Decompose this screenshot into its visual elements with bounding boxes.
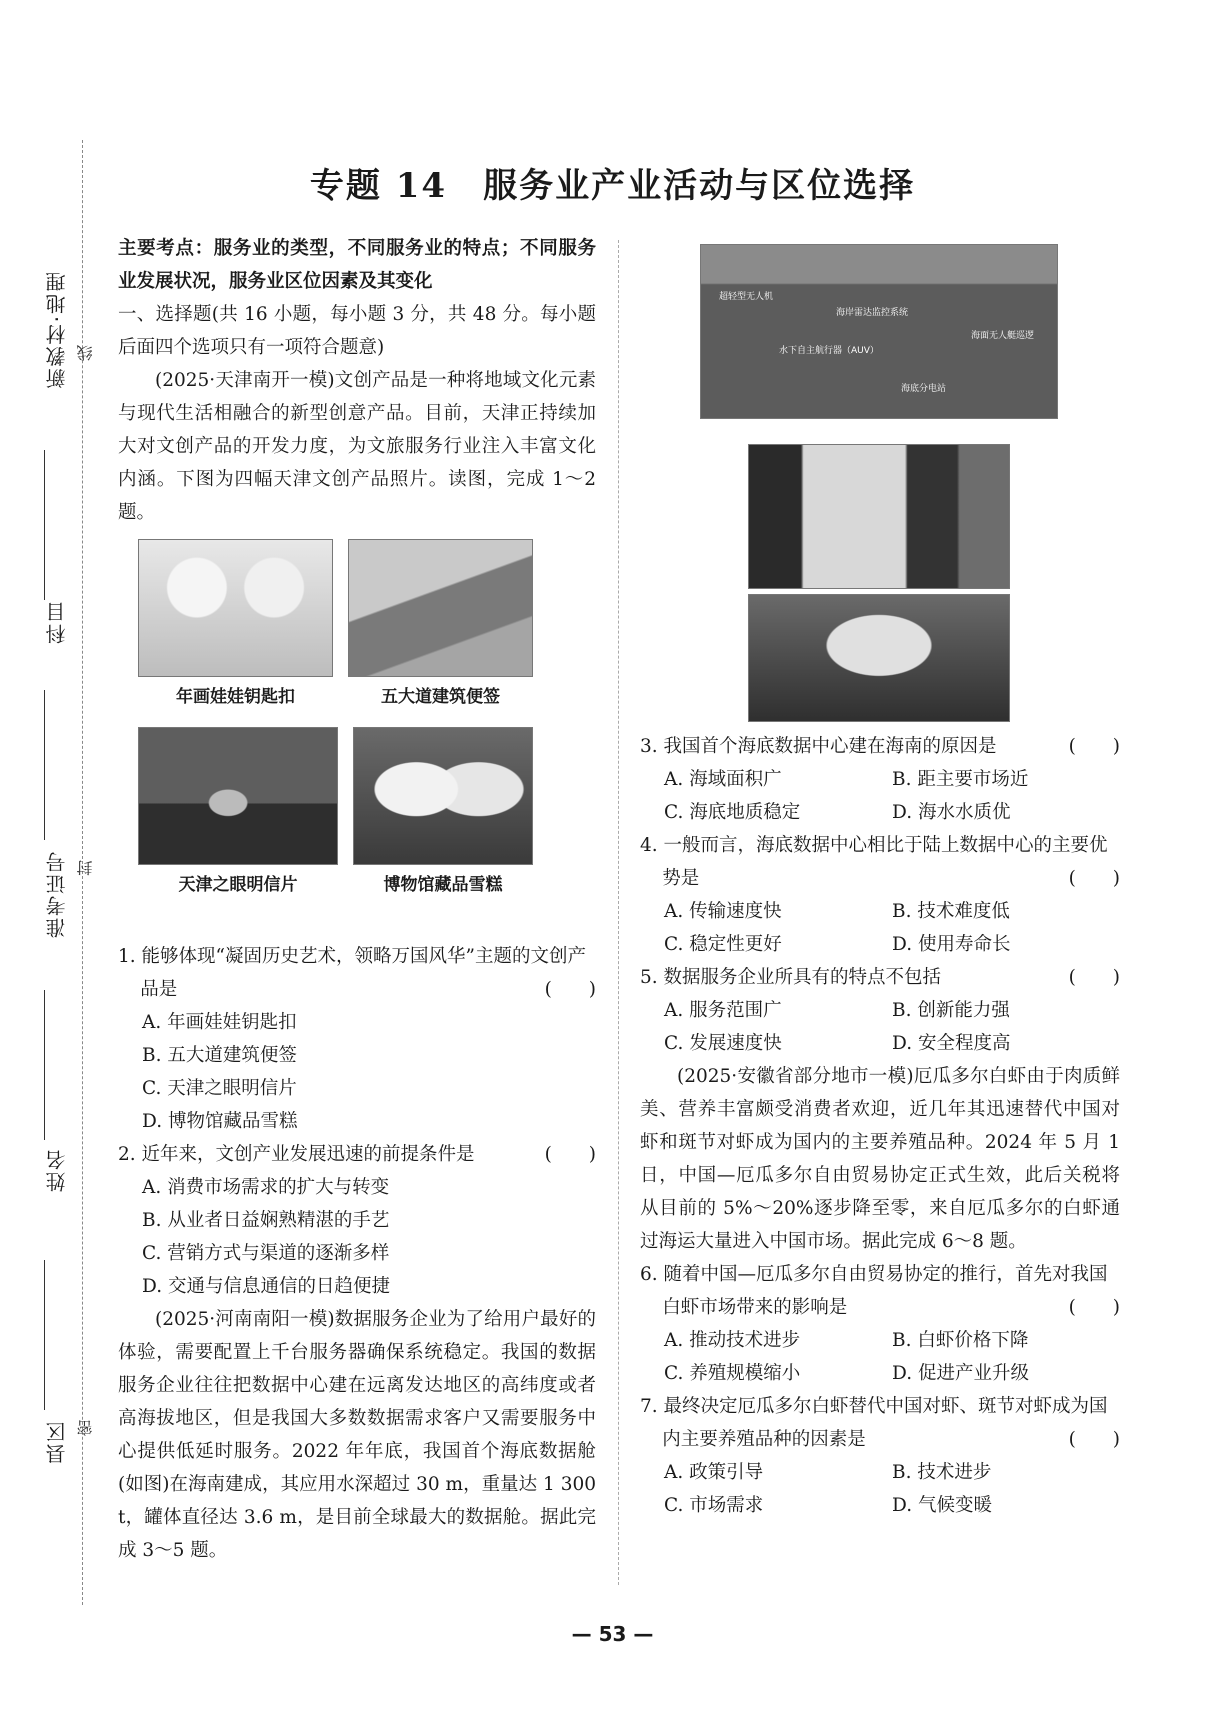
answer-blank: ( ) <box>1068 868 1120 889</box>
option: A. 推动技术进步 <box>664 1330 801 1351</box>
sea-label: 海底分电站 <box>901 384 947 394</box>
option: C. 稳定性更好 <box>664 934 782 955</box>
option: C. 发展速度快 <box>664 1033 782 1054</box>
field-subject: 科目 <box>45 600 69 644</box>
option: D. 交通与信息通信的日趋便捷 <box>142 1276 390 1297</box>
sea-label: 海面无人艇巡逻 <box>971 331 1035 341</box>
option: D. 海水水质优 <box>892 802 1011 823</box>
section-heading: 一、选择题(共 16 小题，每小题 3 分，共 48 分。每小题后面四个选项只有一项符合题意) <box>118 304 596 358</box>
question-stem: 6. 随着中国—厄瓜多尔自由贸易协定的推行，首先对我国白虾市场带来的影响是 <box>640 1264 1108 1318</box>
data-center-figures <box>640 232 1120 722</box>
question-7 <box>640 1390 1120 1456</box>
question-stem: 4. 一般而言，海底数据中心相比于陆上数据中心的主要优势是 <box>640 835 1108 889</box>
option: B. 白虾价格下降 <box>892 1330 1029 1351</box>
product-photos <box>118 539 596 934</box>
question-1 <box>118 940 596 1006</box>
field-name: 姓名 <box>45 1148 69 1192</box>
option: B. 技术难度低 <box>892 901 1010 922</box>
question-6 <box>640 1258 1120 1324</box>
question-4 <box>640 829 1120 895</box>
photo-building-notes <box>348 539 533 677</box>
option-row <box>640 994 1120 1027</box>
question-stem: 1. 能够体现“凝固历史艺术，领略万国风华”主题的文创产品是 <box>118 946 586 1000</box>
key-points: 主要考点：服务业的类型，不同服务业的特点；不同服务业发展状况，服务业区位因素及其变化 <box>118 238 596 292</box>
answer-blank: ( ) <box>1068 736 1120 757</box>
option: D. 促进产业升级 <box>892 1363 1029 1384</box>
question-stem: 2. 近年来，文创产业发展迅速的前提条件是 <box>118 1144 475 1165</box>
right-column <box>640 232 1120 1522</box>
caption-tianjin-eye: 天津之眼明信片 <box>178 875 298 895</box>
option: D. 使用寿命长 <box>892 934 1011 955</box>
option: A. 服务范围广 <box>664 1000 782 1021</box>
question-3 <box>640 730 1120 763</box>
column-divider <box>618 240 619 1585</box>
option: B. 五大道建筑便签 <box>142 1045 297 1066</box>
option: C. 营销方式与渠道的逐渐多样 <box>142 1243 390 1264</box>
caption-museum-icecream: 博物馆藏品雪糕 <box>383 875 503 895</box>
option: B. 距主要市场近 <box>892 769 1029 790</box>
answer-blank: ( ) <box>1068 967 1120 988</box>
photo-tianjin-eye <box>138 727 338 865</box>
photo-museum-icecream <box>353 727 533 865</box>
option-row <box>640 1357 1120 1390</box>
field-line <box>44 450 45 600</box>
question-2 <box>118 1138 596 1171</box>
question-stem: 5. 数据服务企业所具有的特点不包括 <box>640 967 942 988</box>
option: C. 市场需求 <box>664 1495 764 1516</box>
left-column <box>118 232 596 1567</box>
passage-1: (2025·天津南开一模)文创产品是一种将地域文化元素与现代生活相融合的新型创意产品。目前，天津正持续加大对文创产品的开发力度，为文旅服务行业注入丰富文化内涵。下图为四幅天津文创产品照片。读图，完成 1～2 题。 <box>118 370 596 523</box>
option-row <box>640 1324 1120 1357</box>
field-county: 县区 <box>45 1420 69 1464</box>
option-row <box>640 1489 1120 1522</box>
option: B. 创新能力强 <box>892 1000 1010 1021</box>
figure-data-cabin-building <box>748 444 1010 589</box>
field-exam-number: 准考证号 <box>45 850 69 938</box>
option-row <box>640 1456 1120 1489</box>
option: A. 消费市场需求的扩大与转变 <box>142 1177 390 1198</box>
option: A. 海域面积广 <box>664 769 782 790</box>
option: C. 养殖规模缩小 <box>664 1363 801 1384</box>
option-row <box>640 763 1120 796</box>
field-line <box>44 690 45 840</box>
option: D. 气候变暖 <box>892 1495 992 1516</box>
passage-2: (2025·河南南阳一模)数据服务企业为了给用户最好的体验，需要配置上千台服务器确保系统稳定。我国的数据服务企业往往把数据中心建在远离发达地区的高纬度或者高海拔地区，但是我国大多数数据需求客户又需要服务中心提供低延时服务。2022 年年底，我国首个海底数据舱(如图)在海南建成，其应用水深超过 30 m，重量达 1 300 t，罐体直径达 3.6 m，是目前全球最大的数据舱。据此完成 3～5 题。 <box>118 1309 596 1561</box>
field-line <box>44 1260 45 1410</box>
question-stem: 3. 我国首个海底数据中心建在海南的原因是 <box>640 736 997 757</box>
option: B. 技术进步 <box>892 1462 992 1483</box>
caption-doll-keychain: 年画娃娃钥匙扣 <box>176 687 295 707</box>
option: D. 安全程度高 <box>892 1033 1011 1054</box>
cut-mark-mi: 密 <box>76 1420 95 1436</box>
option-row <box>640 1027 1120 1060</box>
option: C. 海底地质稳定 <box>664 802 801 823</box>
option: C. 天津之眼明信片 <box>142 1078 297 1099</box>
field-line <box>44 990 45 1140</box>
option-row <box>640 928 1120 961</box>
figure-sea-monitoring <box>700 244 1058 431</box>
option-row <box>640 895 1120 928</box>
sea-label: 超轻型无人机 <box>719 292 774 302</box>
page-number: — 53 — <box>571 1622 654 1646</box>
binding-margin <box>0 0 110 1718</box>
page-title: 专题 14 服务业产业活动与区位选择 <box>309 166 916 206</box>
option: A. 传输速度快 <box>664 901 782 922</box>
sea-label: 海岸雷达监控系统 <box>836 308 909 318</box>
cut-mark-feng: 封 <box>76 860 95 876</box>
passage-3: (2025·安徽省部分地市一模)厄瓜多尔白虾由于肉质鲜美、营养丰富颇受消费者欢迎，近几年其迅速替代中国对虾和斑节对虾成为国内的主要养殖品种。2024 年 5 月 1 日，中国—厄瓜多尔自由贸易协定正式生效，此后关税将从目前的 5%～20%逐步降至零，来自厄瓜多尔的白虾通过海运大量进入中国市场。据此完成 6～8 题。 <box>640 1066 1120 1252</box>
book-label: 新教材·地理 <box>45 270 69 389</box>
caption-building-notes: 五大道建筑便签 <box>381 687 500 707</box>
question-stem: 7. 最终决定厄瓜多尔白虾替代中国对虾、斑节对虾成为国内主要养殖品种的因素是 <box>640 1396 1108 1450</box>
answer-blank: ( ) <box>544 979 596 1000</box>
figure-data-cabin-tanks <box>748 594 1010 722</box>
answer-blank: ( ) <box>1068 1297 1120 1318</box>
cut-mark-xian: 线 <box>76 345 95 361</box>
option: A. 年画娃娃钥匙扣 <box>142 1012 297 1033</box>
photo-doll-keychain <box>138 539 333 677</box>
answer-blank: ( ) <box>1068 1429 1120 1450</box>
sea-label: 水下自主航行器（AUV） <box>779 346 879 356</box>
option: D. 博物馆藏品雪糕 <box>142 1111 298 1132</box>
question-5 <box>640 961 1120 994</box>
option-row <box>640 796 1120 829</box>
option: B. 从业者日益娴熟精湛的手艺 <box>142 1210 390 1231</box>
answer-blank: ( ) <box>544 1144 596 1165</box>
option: A. 政策引导 <box>664 1462 764 1483</box>
sea-label: 海底网监控系统 <box>751 421 815 431</box>
